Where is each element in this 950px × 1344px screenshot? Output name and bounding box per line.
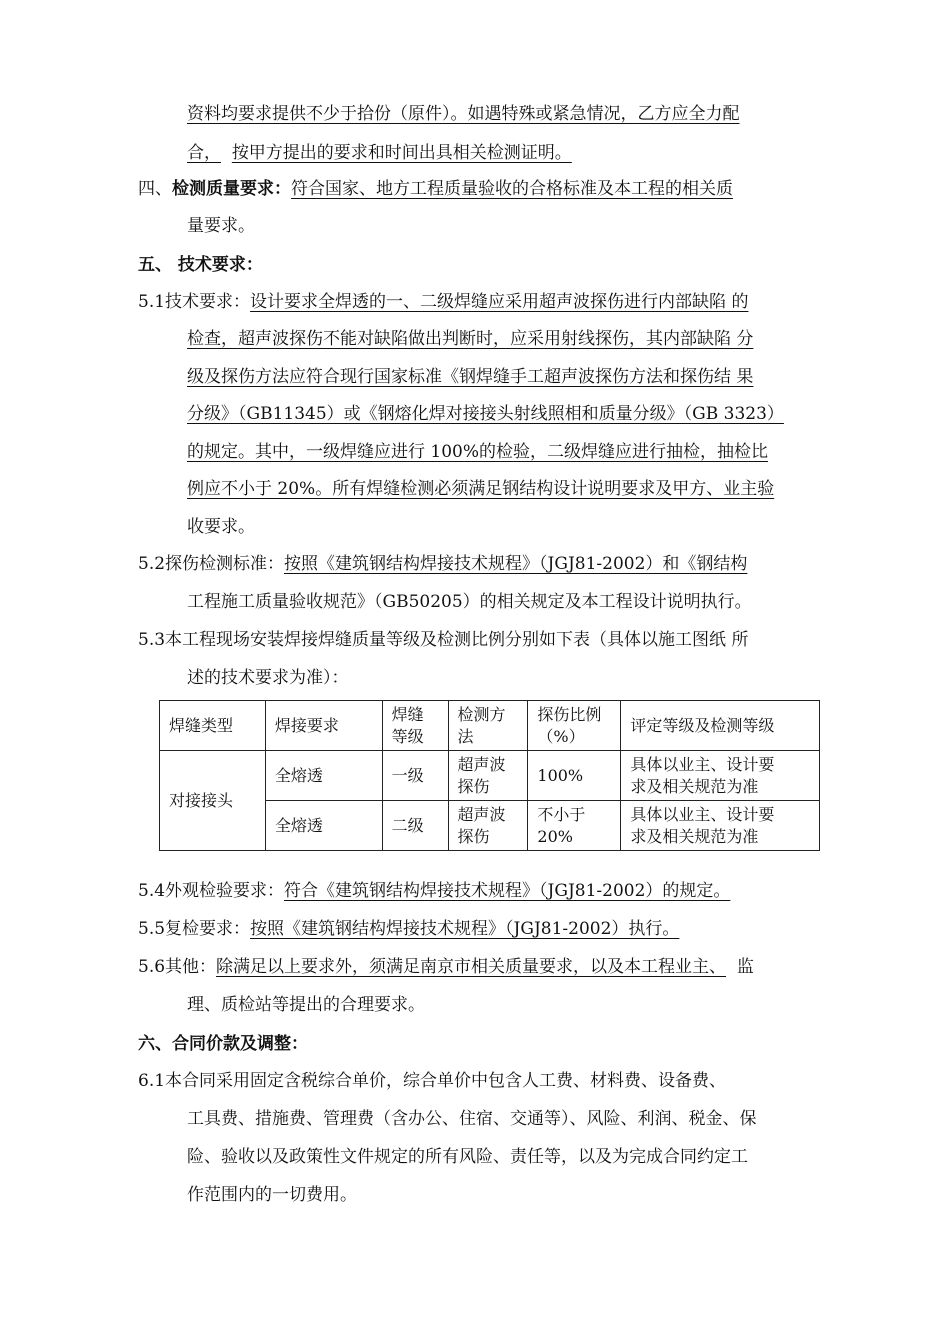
body-line: 资料均要求提供不少于拾份（原件）。如遇特殊或紧急情况，乙方应全力配 bbox=[187, 104, 740, 124]
body-text: 合， bbox=[187, 143, 221, 163]
body-line: 工程施工质量验收规范》（GB50205）的相关规定及本工程设计说明执行。 bbox=[187, 592, 752, 612]
para-text: 按照《建筑钢结构焊接技术规程》（JGJ81-2002）和《钢结构 bbox=[284, 554, 748, 574]
header-weld-requirement: 焊接要求 bbox=[265, 701, 382, 751]
para-text: 符合《建筑钢结构焊接技术规程》（JGJ81-2002）的规定。 bbox=[284, 881, 731, 901]
cell-requirement: 全熔透 bbox=[265, 751, 382, 801]
cell-grade: 二级 bbox=[382, 801, 448, 851]
body-line: 述的技术要求为准）： bbox=[187, 668, 349, 688]
header-weld-grade: 焊缝 等级 bbox=[382, 701, 448, 751]
body-line: 理、质检站等提出的合理要求。 bbox=[187, 995, 425, 1015]
para-5-5 bbox=[138, 918, 679, 940]
section-6-heading: 六、合同价款及调整： bbox=[138, 1034, 308, 1054]
cell-ratio: 不小于 20% bbox=[528, 801, 621, 851]
section-number: 四、 bbox=[138, 179, 172, 199]
section-title: 检测质量要求： bbox=[172, 179, 291, 199]
para-text: 除满足以上要求外，须满足南京市相关质量要求，以及本工程业主、 bbox=[216, 957, 727, 977]
header-weld-type: 焊缝类型 bbox=[160, 701, 266, 751]
para-6-1: 6.1本合同采用固定含税综合单价，综合单价中包含人工费、材料费、设备费、 bbox=[138, 1071, 727, 1091]
body-line: 作范围内的一切费用。 bbox=[187, 1185, 357, 1205]
para-text: 设计要求全焊透的一、二级焊缝应采用超声波探伤进行内部缺陷 的 bbox=[250, 292, 749, 312]
cell-grade: 一级 bbox=[382, 751, 448, 801]
para-label: 5.2探伤检测标准： bbox=[138, 554, 285, 574]
cell-method: 超声波 探伤 bbox=[448, 751, 528, 801]
section-5-heading: 五、 技术要求： bbox=[138, 255, 263, 275]
body-line: 分级》（GB11345）或《钢熔化焊对接接头射线照相和质量分级》（GB 3323） bbox=[187, 404, 784, 424]
cell-requirement: 全熔透 bbox=[265, 801, 382, 851]
para-5-4 bbox=[138, 880, 730, 902]
section-4-heading bbox=[138, 178, 733, 200]
body-line: 量要求。 bbox=[187, 216, 255, 236]
cell-method: 超声波 探伤 bbox=[448, 801, 528, 851]
para-5-6 bbox=[138, 956, 754, 978]
section-body: 符合国家、地方工程质量验收的合格标准及本工程的相关质 bbox=[291, 179, 733, 199]
table-row bbox=[160, 751, 820, 801]
table-header-row bbox=[160, 701, 820, 751]
body-line: 的规定。其中，一级焊缝应进行 100%的检验，二级焊缝应进行抽检，抽检比 bbox=[187, 442, 769, 462]
body-line: 例应不小于 20%。所有焊缝检测必须满足钢结构设计说明要求及甲方、业主验 bbox=[187, 479, 775, 499]
cell-ratio: 100% bbox=[528, 751, 621, 801]
body-text: 按甲方提出的要求和时间出具相关检测证明。 bbox=[231, 143, 572, 163]
body-line bbox=[187, 142, 572, 164]
para-label: 5.6其他： bbox=[138, 957, 217, 977]
cell-evaluation: 具体以业主、设计要 求及相关规范为准 bbox=[621, 751, 820, 801]
para-5-3: 5.3本工程现场安装焊接焊缝质量等级及检测比例分别如下表（具体以施工图纸 所 bbox=[138, 630, 749, 650]
body-line: 险、验收以及政策性文件规定的所有风险、责任等，以及为完成合同约定工 bbox=[187, 1147, 748, 1167]
weld-inspection-table bbox=[159, 700, 820, 851]
para-label: 5.4外观检验要求： bbox=[138, 881, 285, 901]
body-line: 检查，超声波探伤不能对缺陷做出判断时，应采用射线探伤，其内部缺陷 分 bbox=[187, 329, 754, 349]
body-line: 工具费、措施费、管理费（含办公、住宿、交通等）、风险、利润、税金、保 bbox=[187, 1109, 757, 1129]
header-inspection-ratio: 探伤比例 （%） bbox=[528, 701, 621, 751]
body-line: 收要求。 bbox=[187, 517, 255, 537]
para-label: 5.5复检要求： bbox=[138, 919, 251, 939]
cell-evaluation: 具体以业主、设计要 求及相关规范为准 bbox=[621, 801, 820, 851]
para-text: 监 bbox=[736, 957, 754, 977]
body-line: 级及探伤方法应符合现行国家标准《钢焊缝手工超声波探伤方法和探伤结 果 bbox=[187, 367, 754, 387]
header-test-method: 检测方 法 bbox=[448, 701, 528, 751]
para-label: 5.1技术要求： bbox=[138, 292, 251, 312]
para-5-1 bbox=[138, 291, 748, 313]
para-5-2 bbox=[138, 553, 747, 575]
header-evaluation-level: 评定等级及检测等级 bbox=[621, 701, 820, 751]
cell-butt-joint: 对接接头 bbox=[160, 751, 266, 851]
para-text: 按照《建筑钢结构焊接技术规程》（JGJ81-2002）执行。 bbox=[250, 919, 680, 939]
